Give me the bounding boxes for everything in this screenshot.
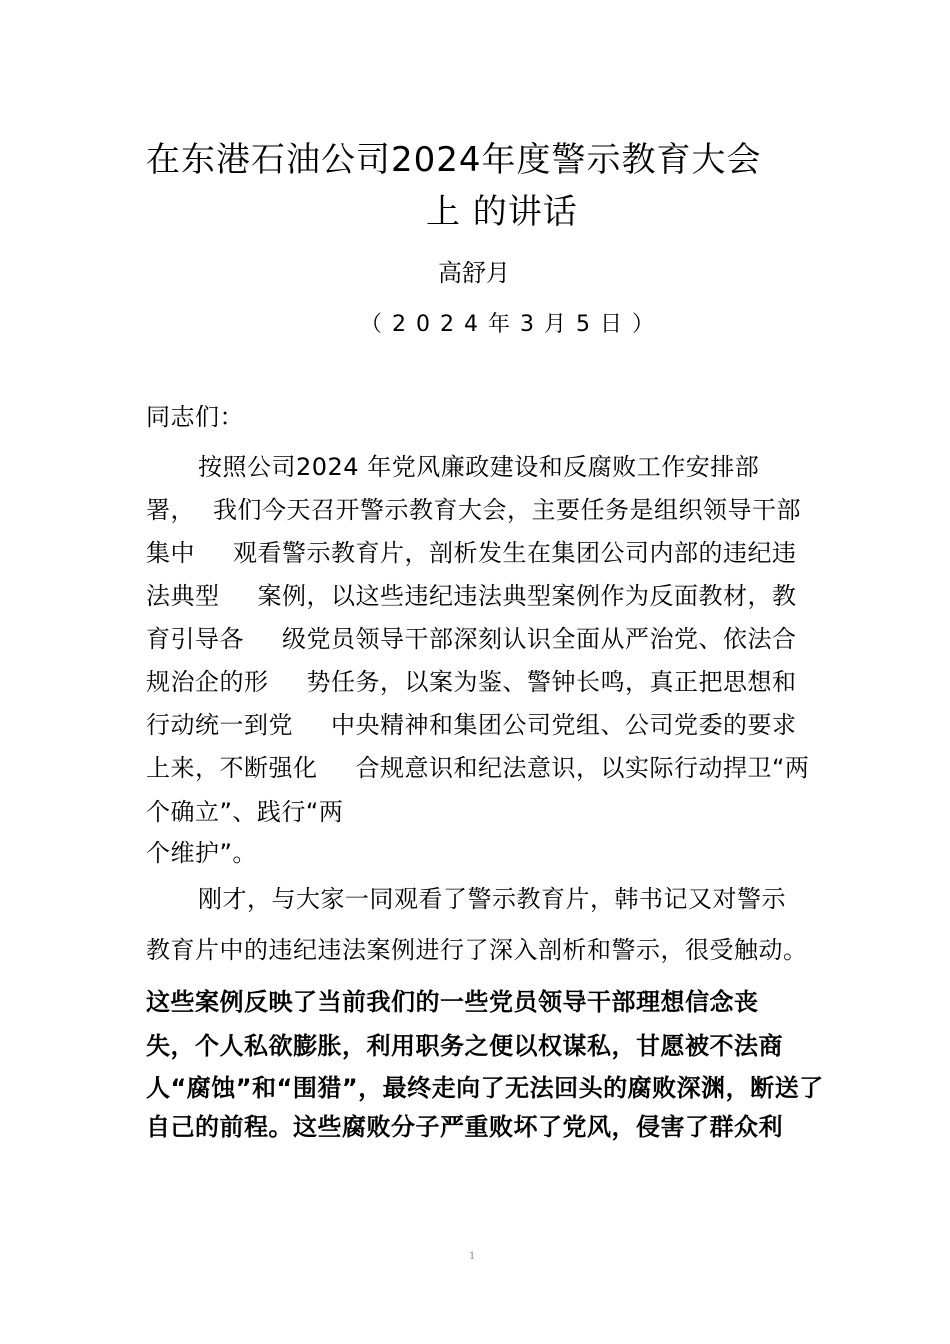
paragraph-1-line xyxy=(146,838,257,868)
document-title-line-2: 上 的讲话 xyxy=(426,192,578,232)
text-segment: 势任务，以案为鉴、警钟长鸣，真正把思想和 xyxy=(306,668,797,696)
paragraph-1-line xyxy=(146,797,343,827)
paragraph-1-line xyxy=(146,624,797,654)
text-segment: 上来，不断强化 xyxy=(146,754,318,782)
paragraph-1-line xyxy=(146,710,797,740)
text-segment: 法典型 xyxy=(146,582,220,610)
text-segment: 中央精神和集团公司党组、公司党委的要求 xyxy=(331,711,797,739)
paragraph-1-line xyxy=(146,581,797,611)
text-segment: 署， xyxy=(146,496,195,524)
salutation: 同志们： xyxy=(146,403,244,431)
author-name: 高舒月 xyxy=(438,259,510,287)
document-title-line-1: 在东港石油公司2024年度警示教育大会 xyxy=(146,140,762,180)
page-number: 1 xyxy=(469,1251,476,1262)
text-segment: 级党员领导干部深刻认识全面从严治党、依法合 xyxy=(282,625,797,653)
paragraph-3-line: 这些案例反映了当前我们的一些党员领导干部理想信念丧 xyxy=(146,988,759,1016)
speech-date: （2024年3月5日） xyxy=(360,312,664,337)
text-segment: 按照公司2024 年党风廉政建设和反腐败工作安排部 xyxy=(198,453,760,481)
text-segment: 规治企的形 xyxy=(146,668,269,696)
text-segment: 观看警示教育片，剖析发生在集团公司内部的违纪违 xyxy=(233,539,797,567)
text-segment: 案例，以这些违纪违法典型案例作为反面教材，教 xyxy=(257,582,797,610)
paragraph-3-line: 人“腐蚀”和“围猎”，最终走向了无法回头的腐败深渊，断送了 xyxy=(146,1074,824,1102)
paragraph-1-line xyxy=(146,667,797,697)
paragraph-3-line: 自己的前程。这些腐败分子严重败坏了党风，侵害了群众利 xyxy=(146,1113,783,1141)
paragraph-1-line xyxy=(146,538,797,568)
paragraph-1-line xyxy=(146,495,801,525)
paragraph-1-line xyxy=(146,753,809,783)
text-segment: 我们今天召开警示教育大会，主要任务是组织领导干部 xyxy=(213,496,801,524)
text-segment: 集中 xyxy=(146,539,195,567)
text-segment: 行动统一到党 xyxy=(146,711,293,739)
paragraph-3-line: 失，个人私欲膨胀，利用职务之便以权谋私，甘愿被不法商 xyxy=(146,1032,783,1060)
text-segment: 合规意识和纪法意识，以实际行动捍卫“两 xyxy=(355,754,810,782)
paragraph-1-line xyxy=(198,452,759,482)
paragraph-2-line: 教育片中的违纪违法案例进行了深入剖析和警示，很受触动。 xyxy=(146,936,808,964)
text-segment: 个维护”。 xyxy=(146,839,257,867)
paragraph-2-line: 刚才，与大家一同观看了警示教育片，韩书记又对警示 xyxy=(198,885,786,913)
text-segment: 个确立”、践行“两 xyxy=(146,798,344,826)
text-segment: 育引导各 xyxy=(146,625,244,653)
